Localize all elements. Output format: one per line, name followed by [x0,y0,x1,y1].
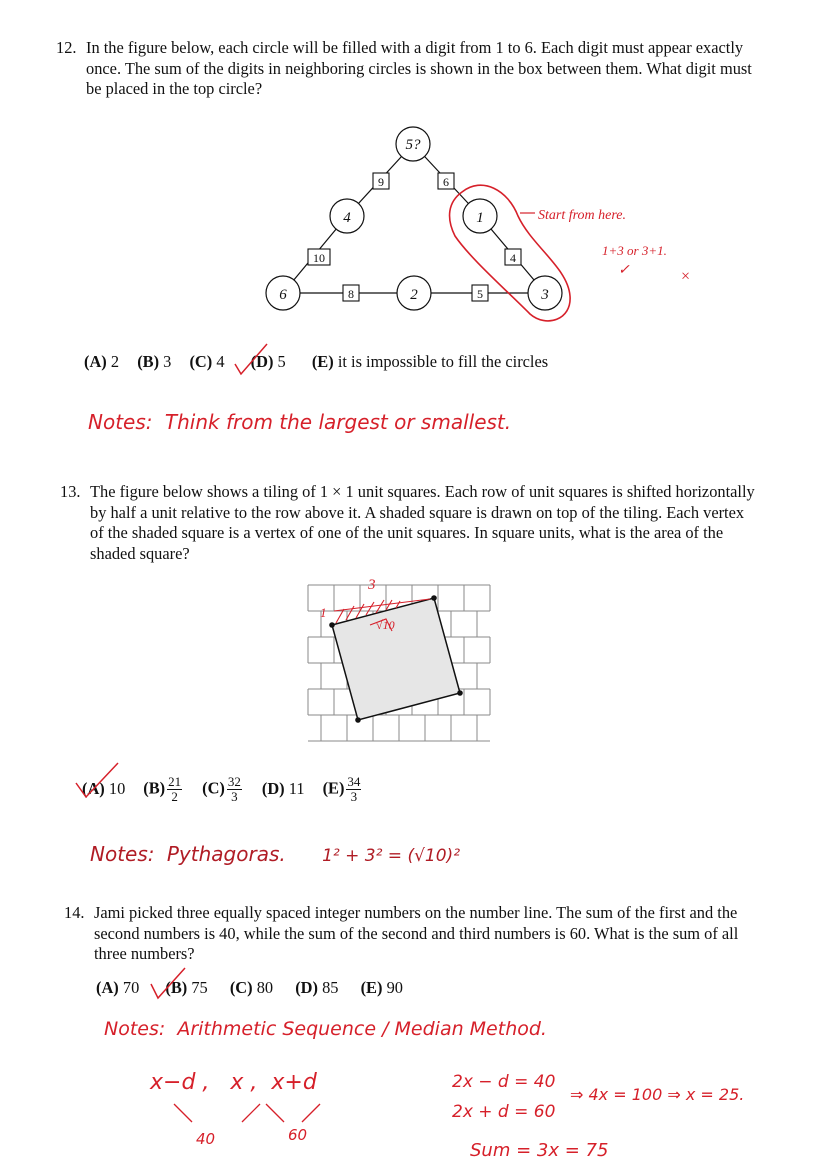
problem-12 [56,38,761,100]
box-sum: 9 [378,175,384,189]
handwritten-digit: 3 [541,287,549,303]
choice-a[interactable]: (A) 10 [82,779,125,799]
choice-c[interactable]: (C) 4 [189,352,225,371]
choice-b[interactable]: (B) $\frac{21}{2}$ [143,773,182,804]
notes-12 [88,410,511,434]
notes-label: Notes: [88,410,153,434]
handwritten-digit: 2 [410,287,418,303]
work-eq1: 2x − d = 40 [452,1072,556,1092]
answer-check-icon [149,966,189,1004]
box-sum: 4 [510,251,516,265]
notes-equation: 1² + 3² = (√10)² [322,846,461,866]
label-3: 3 [368,577,376,593]
box-sum: 8 [348,287,354,301]
choice-c[interactable]: (C) $\frac{32}{3}$ [202,773,241,804]
work-final: Sum = 3x = 75 [470,1140,609,1161]
choice-d[interactable]: (D) 85 [295,978,339,997]
choices-14 [96,978,403,998]
work-sum1: 40 [196,1130,216,1148]
notes-text: Think from the largest or smallest. [164,410,512,434]
problem-number: 13. [60,482,81,501]
answer-check-icon [233,342,273,378]
work-result: ⇒ 4x = 100 ⇒ x = 25. [570,1085,745,1104]
choice-e[interactable]: (E) it is impossible to fill the circles [311,352,549,371]
notes-label: Notes: [104,1018,166,1040]
choice-e[interactable]: (E) $\frac{34}{3}$ [322,773,361,804]
choice-d[interactable]: (D) 5 [251,352,290,371]
box-sum: 6 [443,175,449,189]
choice-c[interactable]: (C) 80 [229,978,274,997]
cross-mark: × [680,268,691,285]
problem-14 [64,903,764,965]
notes-14 [104,1018,547,1040]
annotation-sum: 1+3 or 3+1. [602,243,667,258]
handwritten-digit: 4 [343,210,351,226]
annotation-start: Start from here. [538,208,627,223]
choice-b[interactable]: (B) 75 [165,978,211,997]
problem-number: 14. [64,903,85,922]
problem-text: The figure below shows a tiling of 1 × 1 unit squares. Each row of unit squares is shifted horizontally by half a unit relative to the row above it. A shaded square is drawn on top of the tiling. Each vertex of the shaded square is a vertex of one of the unit squares. In square units, what is the area of the shaded square? [90,482,755,563]
notes-text: Pythagoras. [166,842,286,866]
handwritten-digit: 6 [279,287,287,303]
choice-e[interactable]: (E) 90 [360,978,403,997]
box-sum: 10 [313,251,325,265]
choice-a[interactable]: (A) 2 [84,352,120,371]
triangle-figure [250,118,730,328]
choice-b[interactable]: (B) 3 [137,352,172,371]
notes-text: Arithmetic Sequence / Median Method. [177,1018,547,1040]
work-terms: x−d , x , x+d [150,1070,317,1095]
problem-13 [60,482,760,564]
problem-text: Jami picked three equally spaced integer numbers on the number line. The sum of the first and the second numbers is 40, while the sum of the second and third numbers is 60. What is the sum of all three numbers? [94,903,739,963]
handwritten-digit: 5? [405,137,421,153]
label-1: 1 [320,605,327,620]
handwritten-digit: 1 [476,210,484,226]
choice-a[interactable]: (A) 70 [96,978,140,997]
choices-12 [84,352,548,372]
choice-d[interactable]: (D) 11 [261,779,305,798]
choices-13 [82,772,363,806]
work-sum2: 60 [288,1126,308,1144]
box-sum: 5 [477,287,483,301]
tiling-figure [300,575,500,747]
check-mark: ✓ [618,263,630,278]
answer-check-icon [74,761,120,801]
label-root10: √10 [376,618,395,632]
notes-13 [90,842,460,866]
notes-label: Notes: [90,842,155,866]
problem-text: In the figure below, each circle will be filled with a digit from 1 to 6. Each digit must appear exactly once. The sum of the digits in neighboring circles is shown in the box between them. What digit must be placed in the top circle? [86,38,752,98]
problem-number: 12. [56,38,77,57]
work-eq2: 2x + d = 60 [452,1102,556,1122]
shaded-square [332,598,460,720]
